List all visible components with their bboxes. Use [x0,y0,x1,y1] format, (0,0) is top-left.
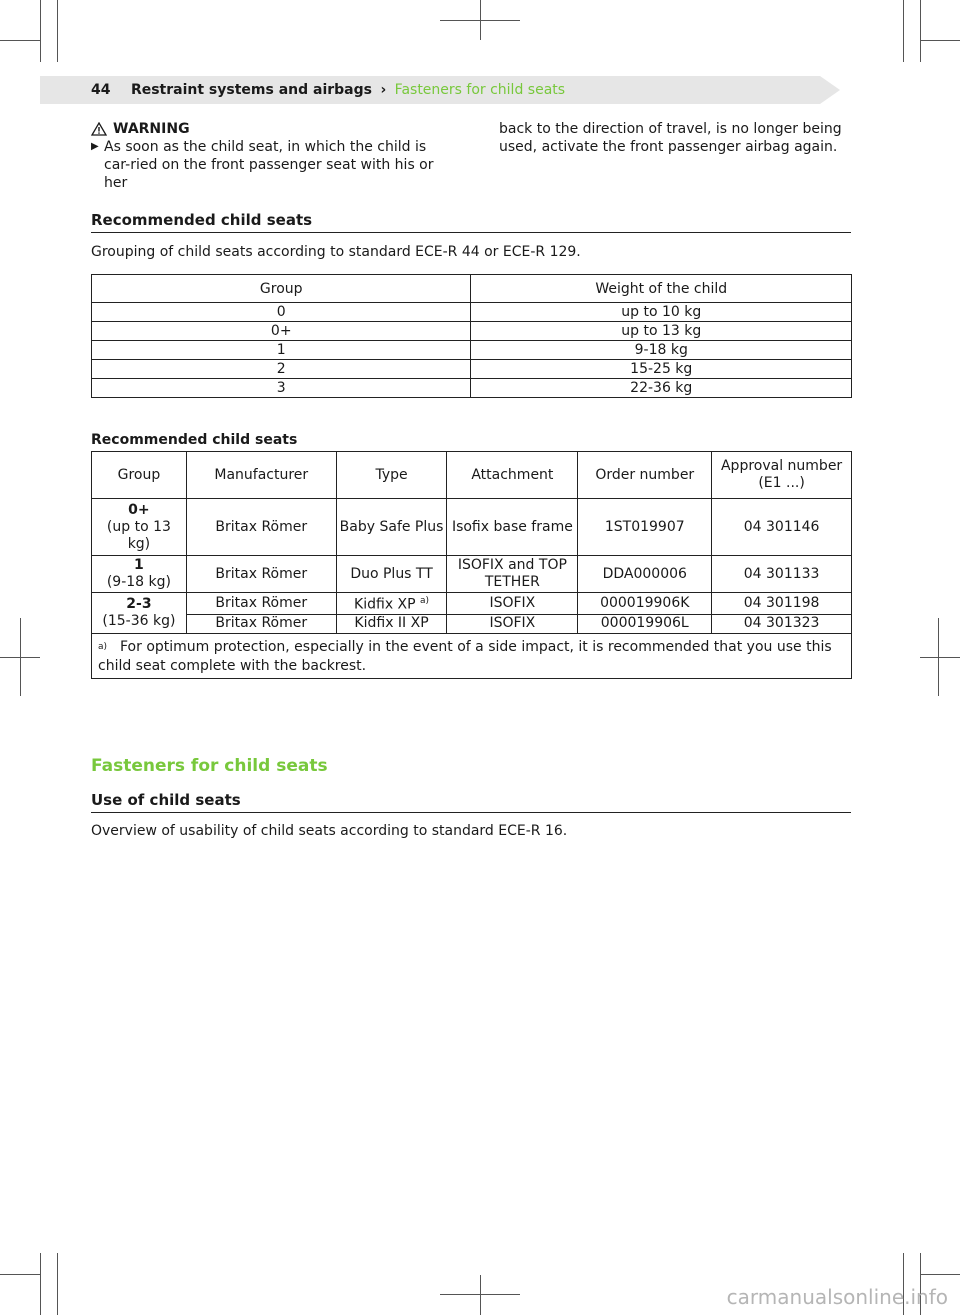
crop-mark [920,1274,960,1275]
table-caption: Recommended child seats [91,432,298,448]
crop-mark [40,1253,41,1315]
bullet-arrow-icon: ▶ [91,141,99,152]
table-cell: Baby Safe Plus [336,499,447,556]
table-row [92,303,852,322]
table-cell: Duo Plus TT [336,556,447,593]
crop-mark [20,618,21,696]
table-row [92,341,852,360]
warning-text-part2: back to the direction of travel, is no longer being used, activate the front passenger airbag again. [499,121,842,155]
group-label: 0+ [128,501,150,518]
table-cell: up to 13 kg [471,322,852,341]
table-cell: 9-18 kg [471,341,852,360]
table-row [92,322,852,341]
table-header-row [92,275,852,303]
breadcrumb-current[interactable]: Fasteners for child seats [394,82,566,98]
type-text: Kidfix XP [354,596,416,613]
group-weight: (15-36 kg) [102,612,176,629]
table-cell: ISOFIX [447,614,578,633]
table-cell: 04 301133 [712,556,852,593]
table-cell: ISOFIX and TOP TETHER [447,556,578,593]
table-header-cell: Manufacturer [186,452,336,499]
group-label: 2-3 [126,595,152,612]
footnote-text: For optimum protection, especially in the event of a side impact, it is recommended that you use this child seat complete with the backrest. [98,638,832,674]
table-cell: 22-36 kg [471,379,852,398]
subsection-title-use: Use of child seats [91,791,851,813]
table-header-cell: Order number [578,452,712,499]
section-title-recommended: Recommended child seats [91,211,851,233]
table-footnote-row [92,633,852,678]
group-weight-table [91,274,852,398]
table-cell: 0+ [92,322,471,341]
child-seat-table [91,451,852,679]
page-number: 44 [91,82,111,98]
table-header-cell: Type [336,452,447,499]
group-weight: (up to 13 kg) [106,518,171,552]
table-row [92,614,852,633]
crop-mark [920,40,960,41]
table-cell: 1ST019907 [578,499,712,556]
section-title-fasteners: Fasteners for child seats [91,756,328,776]
crop-mark [903,0,904,62]
footnote-ref[interactable]: a) [420,596,430,606]
crop-mark [480,1275,481,1315]
table-cell: 0 [92,303,471,322]
table-cell: 04 301198 [712,593,852,615]
table-cell: Britax Römer [186,593,336,615]
table-header-cell: Approval number (E1 ...) [712,452,852,499]
crop-mark [57,0,58,62]
footnote-mark: a) [98,641,108,652]
table-row [92,499,852,556]
watermark: carmanualsonline.info [726,1285,948,1309]
table-row [92,556,852,593]
page-header [91,82,565,98]
table-row [92,379,852,398]
warning-title [91,120,451,138]
table-row [92,360,852,379]
table-cell: Kidfix II XP [336,614,447,633]
group-cell [92,593,187,634]
warning-item [91,138,451,192]
table-cell: 3 [92,379,471,398]
table-cell: Britax Römer [186,614,336,633]
crop-mark [0,40,40,41]
table-cell: 04 301323 [712,614,852,633]
warning-title-text: WARNING [113,121,190,137]
table-cell: DDA000006 [578,556,712,593]
crop-mark [40,0,41,62]
crop-mark [57,1253,58,1315]
table-cell: 000019906K [578,593,712,615]
table-cell: up to 10 kg [471,303,852,322]
group-cell [92,499,187,556]
warning-text-part1: As soon as the child seat, in which the child is car-ried on the front passenger seat with his or her [104,139,434,191]
crop-mark [480,0,481,40]
table-cell: 1 [92,341,471,360]
table-cell: Britax Römer [186,556,336,593]
table-header-cell: Group [92,452,187,499]
crop-mark [938,618,939,696]
group-label: 1 [134,557,144,573]
table-cell: Britax Römer [186,499,336,556]
table-cell: 04 301146 [712,499,852,556]
footnote-cell [92,633,852,678]
table-header-cell: Group [92,275,471,303]
usability-intro: Overview of usability of child seats according to standard ECE-R 16. [91,823,568,839]
table-row [92,593,852,615]
table-cell [336,593,447,615]
table-cell: ISOFIX [447,593,578,615]
crop-mark [920,657,960,658]
grouping-intro: Grouping of child seats according to standard ECE-R 44 or ECE-R 129. [91,244,581,260]
crop-mark [0,1274,40,1275]
table-cell: 000019906L [578,614,712,633]
group-cell [92,556,187,593]
table-header-cell: Weight of the child [471,275,852,303]
group-weight: (9-18 kg) [106,574,171,590]
warning-triangle-icon [91,122,107,136]
table-cell: 2 [92,360,471,379]
table-cell: 15-25 kg [471,360,852,379]
crop-mark [920,0,921,62]
breadcrumb-main[interactable]: Restraint systems and airbags [130,82,372,98]
breadcrumb-separator: › [380,82,387,98]
table-header-row [92,452,852,499]
warning-box [91,120,451,192]
table-header-cell: Attachment [447,452,578,499]
table-cell: Isofix base frame [447,499,578,556]
